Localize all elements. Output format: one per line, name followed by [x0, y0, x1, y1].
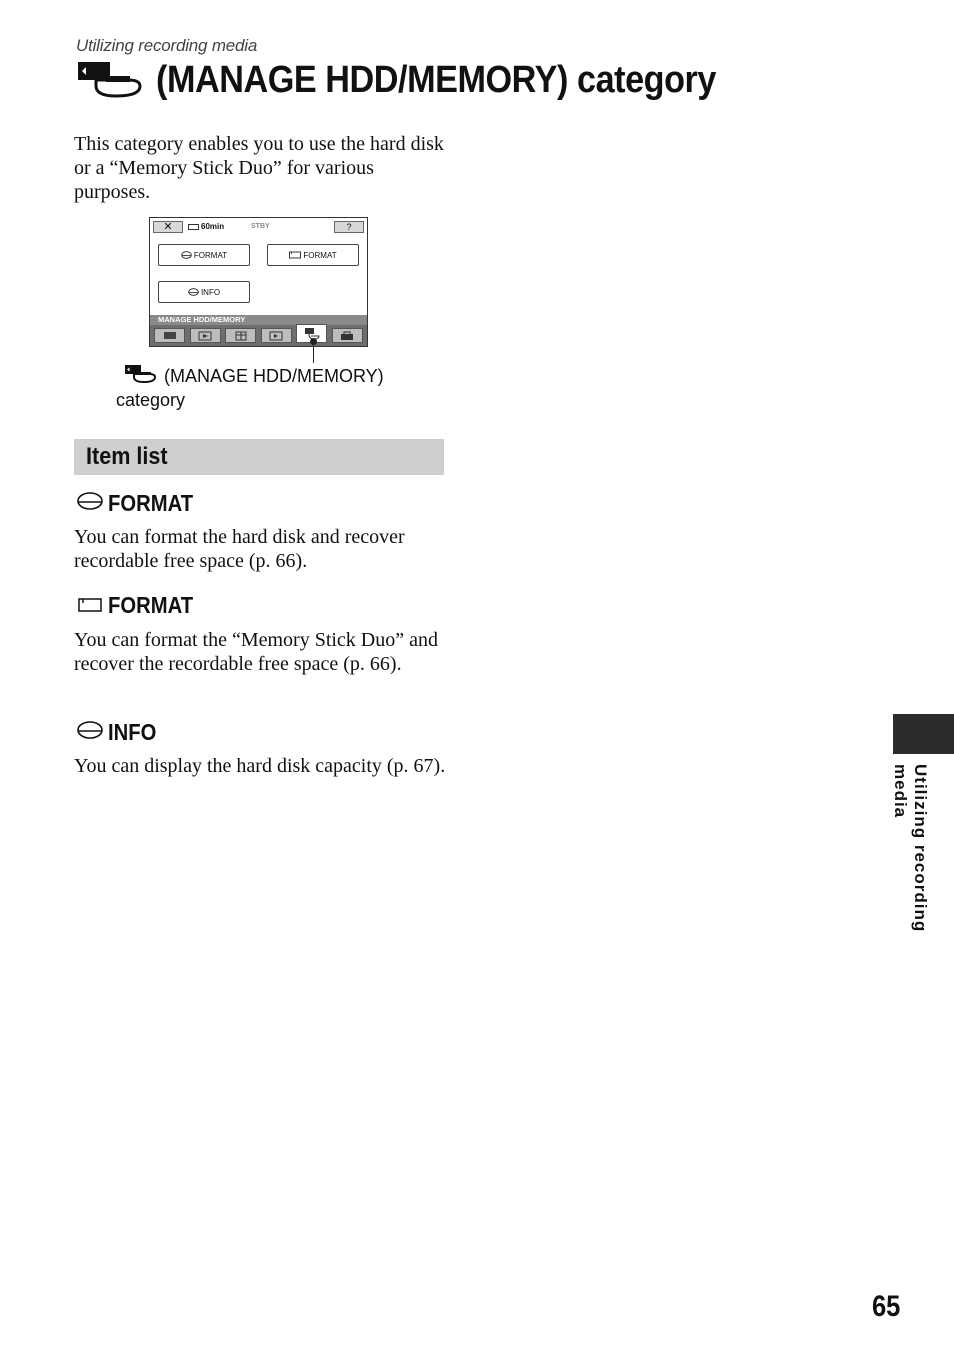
lcd-button-hdd-info [158, 281, 250, 303]
hard-disk-icon [181, 251, 192, 259]
section-kicker: Utilizing recording media [76, 36, 258, 55]
item-name: FORMAT [108, 592, 194, 618]
manage-hdd-memory-icon [124, 362, 158, 389]
media-icon [261, 328, 292, 343]
lcd-button-label: FORMAT [193, 250, 228, 260]
edit-icon [225, 328, 256, 343]
close-button: ✕ [153, 221, 183, 233]
item-list-heading [74, 439, 444, 475]
caption-line-2: category [116, 390, 186, 410]
manage-hdd-memory-icon [76, 56, 146, 105]
item-description: You can display the hard disk capacity (p. 67). [74, 755, 446, 777]
caption-line-1: (MANAGE HDD/MEMORY) [164, 365, 384, 386]
memory-stick-icon [289, 251, 301, 259]
hard-disk-icon [188, 288, 199, 296]
status-label: STBY [251, 223, 270, 230]
item-name: FORMAT [108, 489, 194, 516]
battery-indicator [188, 222, 224, 231]
lcd-button-label: INFO [200, 287, 221, 297]
chapter-tab-marker [893, 714, 954, 754]
battery-label: 60min [201, 222, 225, 231]
lcd-button-memory-format [267, 244, 359, 266]
memory-stick-icon [76, 592, 104, 619]
item-list-title: Item list [86, 443, 168, 470]
lcd-category-tabs [150, 325, 367, 346]
page-title: (MANAGE HDD/MEMORY) category [156, 59, 716, 101]
hard-disk-icon [76, 489, 104, 517]
item-description: You can format the “Memory Stick Duo” and recover the recordable free space (p. 66). [74, 629, 439, 675]
playback-icon [190, 328, 221, 343]
lcd-screen-illustration [149, 217, 368, 347]
lcd-button-label: FORMAT [303, 250, 337, 260]
item-description: You can format the hard disk and recover recordable free space (p. 66). [74, 526, 405, 572]
lcd-top-bar [150, 218, 367, 236]
lcd-button-hdd-format [158, 244, 250, 266]
intro-paragraph: This category enables you to use the hard disk or a “Memory Stick Duo” for various purposes. [74, 133, 444, 203]
battery-icon [188, 224, 199, 230]
page-heading [76, 56, 778, 105]
toolbox-icon [332, 328, 363, 343]
item-memory-format-heading [76, 592, 205, 619]
hard-disk-icon [76, 718, 104, 746]
page-number: 65 [872, 1290, 901, 1323]
callout-line [313, 341, 314, 363]
help-button: ? [334, 221, 364, 233]
screen-caption [116, 362, 436, 411]
chapter-side-label: Utilizing recording media [891, 764, 930, 933]
item-hdd-format-heading [76, 489, 205, 517]
camera-icon [154, 328, 185, 343]
item-name: INFO [108, 718, 157, 745]
item-hdd-info-heading [76, 718, 163, 746]
lcd-category-band: MANAGE HDD/MEMORY [150, 315, 367, 325]
